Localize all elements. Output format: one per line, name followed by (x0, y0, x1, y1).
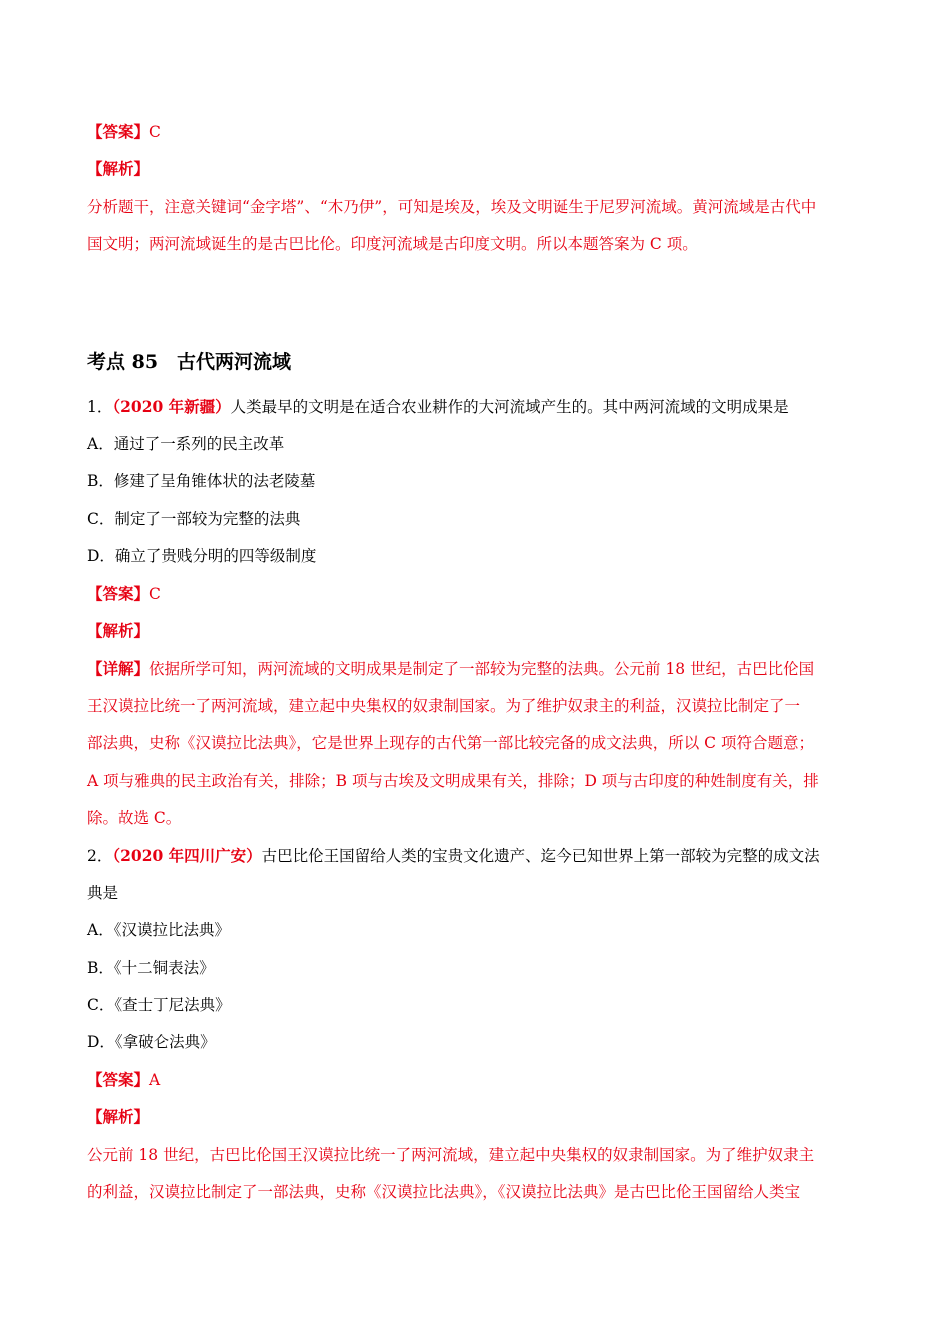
analysis-text-line: 公元前 18 世纪，古巴比伦国王汉谟拉比统一了两河流域，建立起中央集权的奴隶制国家。为了维护奴隶主 (87, 1146, 815, 1164)
answer-value: C (149, 123, 161, 141)
question-text: 人类最早的文明是在适合农业耕作的大河流域产生的。其中两河流域的文明成果是 (230, 398, 789, 416)
detail-text: 依据所学可知，两河流域的文明成果是制定了一部较为完整的法典。公元前 18 世纪，古巴比伦国 (149, 660, 815, 678)
question-source: （2020 年四川广安） (112, 846, 262, 865)
option-a: A．《汉谟拉比法典》 (87, 921, 230, 939)
detail-line (87, 659, 814, 679)
question-1-stem (87, 397, 789, 417)
option-b: B．《十二铜表法》 (87, 959, 215, 977)
option-d: D．《拿破仑法典》 (87, 1033, 216, 1051)
answer-label: 【答案】 (87, 122, 150, 141)
option-c: C．《查士丁尼法典》 (87, 996, 231, 1014)
question-source: （2020 年新疆） (112, 397, 231, 416)
option-b: B．修建了呈角锥体状的法老陵墓 (87, 472, 316, 490)
answer-value: A (149, 1071, 161, 1089)
question-text: 古巴比伦王国留给人类的宝贵文化遗产、迄今已知世界上第一部较为完整的成文法 (261, 847, 820, 865)
analysis-label: 【解析】 (87, 621, 150, 640)
detail-line: 部法典，史称《汉谟拉比法典》，它是世界上现存的古代第一部比较完备的成文法典，所以 C 项符合题意； (87, 734, 814, 752)
analysis-text-line: 的利益，汉谟拉比制定了一部法典，史称《汉谟拉比法典》，《汉谟拉比法典》是古巴比伦王国留给人类宝 (87, 1183, 801, 1201)
analysis-text-line: 国文明；两河流域诞生的是古巴比伦。印度河流域是古印度文明。所以本题答案为 C 项。 (87, 235, 698, 253)
prev-answer (87, 122, 161, 142)
detail-line: A 项与雅典的民主政治有关，排除；B 项与古埃及文明成果有关，排除；D 项与古印度的种姓制度有关，排 (87, 772, 819, 790)
option-d: D．确立了贵贱分明的四等级制度 (87, 547, 317, 565)
analysis-label: 【解析】 (87, 1107, 150, 1126)
answer-value: C (149, 585, 161, 603)
question-number: 2． (87, 847, 113, 865)
option-a: A．通过了一系列的民主改革 (87, 435, 285, 453)
detail-line: 除。故选 C。 (87, 809, 182, 827)
answer-label: 【答案】 (87, 1070, 150, 1089)
analysis-label: 【解析】 (87, 159, 150, 178)
question-text-cont: 典是 (87, 884, 119, 902)
answer-label: 【答案】 (87, 584, 150, 603)
detail-label: 【详解】 (87, 659, 150, 678)
detail-line: 王汉谟拉比统一了两河流域，建立起中央集权的奴隶制国家。为了维护奴隶主的利益，汉谟拉比制定了一 (87, 697, 801, 715)
question-2-stem (87, 846, 820, 866)
q1-answer (87, 584, 161, 604)
q2-answer (87, 1070, 160, 1090)
question-number: 1． (87, 398, 113, 416)
analysis-text-line: 分析题干，注意关键词“金字塔”、“木乃伊”，可知是埃及，埃及文明诞生于尼罗河流域。黄河流域是古代中 (87, 198, 817, 216)
section-title: 考点 85 古代两河流域 (87, 351, 292, 373)
option-c: C．制定了一部较为完整的法典 (87, 510, 301, 528)
